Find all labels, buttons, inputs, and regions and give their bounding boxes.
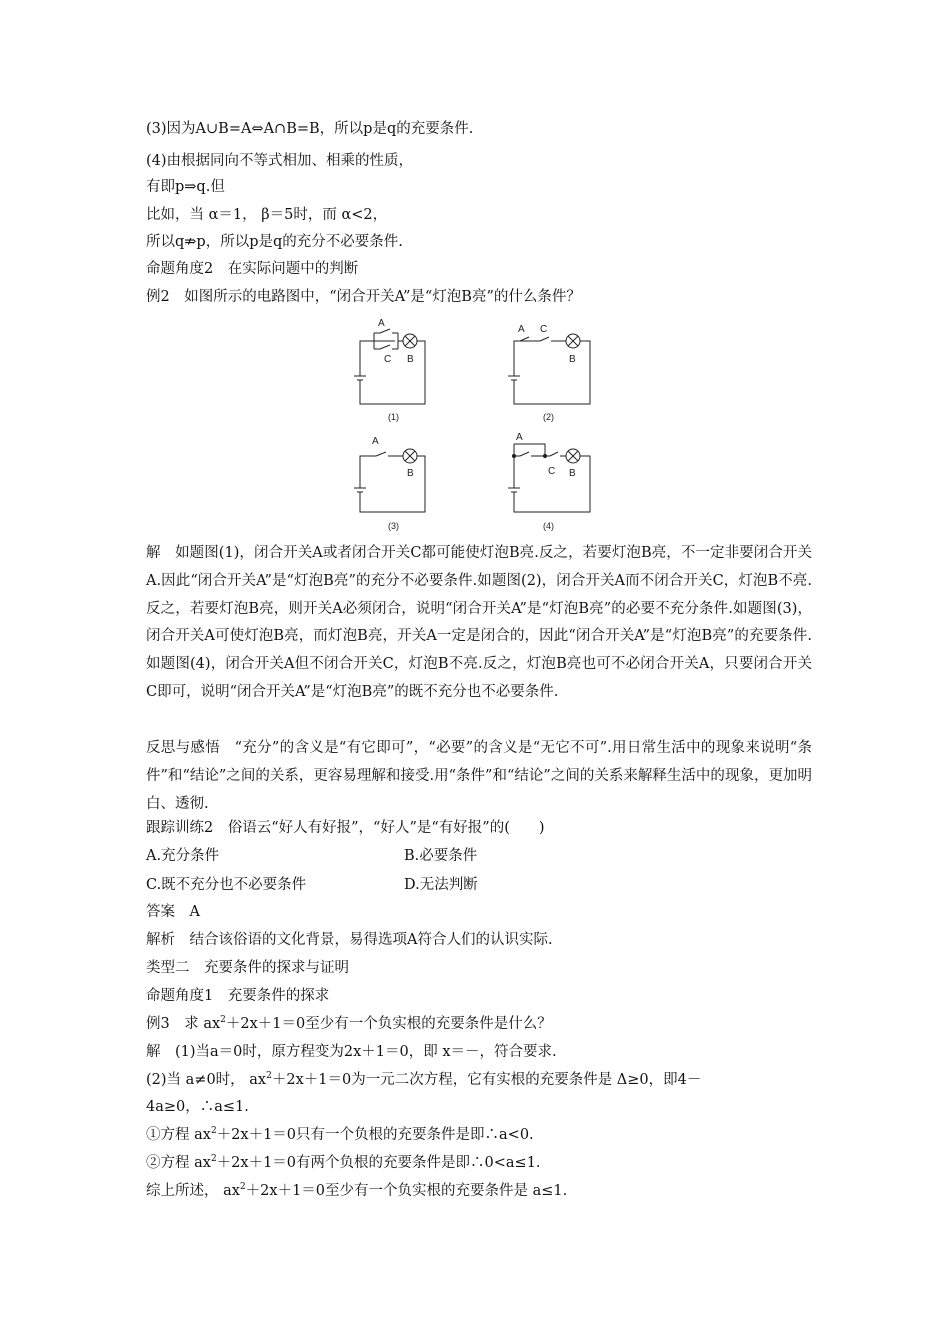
svg-text:C: C: [540, 324, 548, 335]
text-line: (4)由根据同向不等式相加、相乘的性质，: [146, 153, 414, 169]
exercise-question: 跟踪训练2 俗语云“好人有好报”，“好人”是“有好报”的( ): [146, 820, 545, 836]
text-line: 比如，当 α＝1， β＝5时，而 α<2，: [146, 207, 388, 223]
svg-text:A: A: [372, 436, 379, 447]
circuit-diagram-2: [508, 324, 590, 422]
analysis-line: 解析 结合该俗语的文化背景，易得选项A符合人们的认识实际.: [146, 932, 553, 948]
option-c: C.既不充分也不必要条件: [146, 877, 307, 893]
solution-text: 如题图(1)，闭合开关A或者闭合开关C都可能使灯泡B亮.反之，若要灯泡B亮，不一定非要闭合开关A.因此“闭合开关A”是“灯泡B亮”的充分不必要条件.如题图(2)，闭合开关A而不闭合开关C，灯泡B不亮.反之，若要灯泡B亮，则开关A必须闭合，说明“闭合开关A”是“灯泡B亮”的必要不充分条件.如题图(3)，闭合开关A可使灯泡B亮，而灯泡B亮，开关A一定是闭合的，因此“闭合开关A”是“灯泡B亮”的充要条件.如题图(4)，闭合开关A但不闭合开关C，灯泡B不亮.反之，灯泡B亮也可不必闭合开关A，只要闭合开关C即可，说明“闭合开关A”是“灯泡B亮”的既不充分也不必要条件.: [146, 545, 812, 700]
svg-text:C: C: [548, 466, 556, 477]
svg-text:B: B: [569, 354, 576, 365]
circuit-figure: [340, 316, 620, 536]
section-heading: 类型二 充要条件的探求与证明: [146, 960, 349, 976]
example3-step2-cont: 4a≥0，∴a≤1.: [146, 1099, 249, 1115]
svg-text:A: A: [378, 318, 385, 329]
svg-text:(1): (1): [388, 412, 399, 422]
svg-text:(4): (4): [543, 521, 554, 531]
example3-step2: (2)当 a≠0时， $ax^2+2x+1=0$为一元二次方程，它有实根的充要条件是 Δ≥0，即4－: [146, 1071, 702, 1088]
svg-text:B: B: [569, 468, 576, 479]
reflection-label: 反思与感悟: [146, 740, 221, 756]
example3-case1: ①方程 $ax^2+2x+1=0$只有一个负根的充要条件是即∴a<0.: [146, 1126, 534, 1143]
circuit-diagram-3: [354, 436, 425, 531]
subsection-heading: 命题角度1 充要条件的探求: [146, 988, 330, 1004]
circuit-diagram-4: [508, 432, 590, 531]
svg-text:(3): (3): [388, 521, 399, 531]
example3-case2: ②方程 $ax^2+2x+1=0$有两个负根的充要条件是即∴0<a≤1.: [146, 1154, 541, 1171]
reflection-text: “充分”的含义是“有它即可”，“必要”的含义是“无它不可”.用日常生活中的现象来说明“条件”和“结论”之间的关系，更容易理解和接受.用“条件”和“结论”之间的关系来解释生活中的现象，更加明白、透彻.: [146, 740, 812, 812]
example-question: 例2 如图所示的电路图中，“闭合开关A”是“灯泡B亮”的什么条件？: [146, 289, 581, 305]
text-line: 所以q⇏p，所以p是q的充分不必要条件.: [146, 234, 403, 250]
text-line: (3)因为A∪B=A⇔A∩B=B，所以p是q的充要条件.: [146, 121, 474, 137]
option-a: A.充分条件: [146, 848, 220, 864]
svg-text:C: C: [384, 354, 392, 365]
svg-text:A: A: [516, 432, 523, 443]
svg-text:A: A: [518, 324, 525, 335]
subsection-heading: 命题角度2 在实际问题中的判断: [146, 261, 359, 277]
svg-text:B: B: [407, 354, 414, 365]
example3-question: 例3 求 $ax^2+2x+1=0$至少有一个负实根的充要条件是什么？: [146, 1015, 552, 1032]
example3-step1: 解 (1)当a＝0时，原方程变为2x＋1＝0，即 x＝－，符合要求.: [146, 1044, 557, 1060]
option-d: D.无法判断: [404, 877, 478, 893]
option-b: B.必要条件: [404, 848, 478, 864]
solution-label: 解: [146, 545, 161, 561]
circuit-diagram-1: [354, 318, 425, 422]
text-line: 有即p⇒q.但: [146, 179, 225, 195]
svg-text:(2): (2): [543, 412, 554, 422]
solution-paragraph: [146, 540, 812, 707]
svg-text:B: B: [407, 468, 414, 479]
reflection-paragraph: [146, 735, 812, 818]
example3-conclusion: 综上所述， $ax^2+2x+1=0$至少有一个负实根的充要条件是 a≤1.: [146, 1182, 568, 1199]
answer-line: 答案 A: [146, 904, 200, 920]
